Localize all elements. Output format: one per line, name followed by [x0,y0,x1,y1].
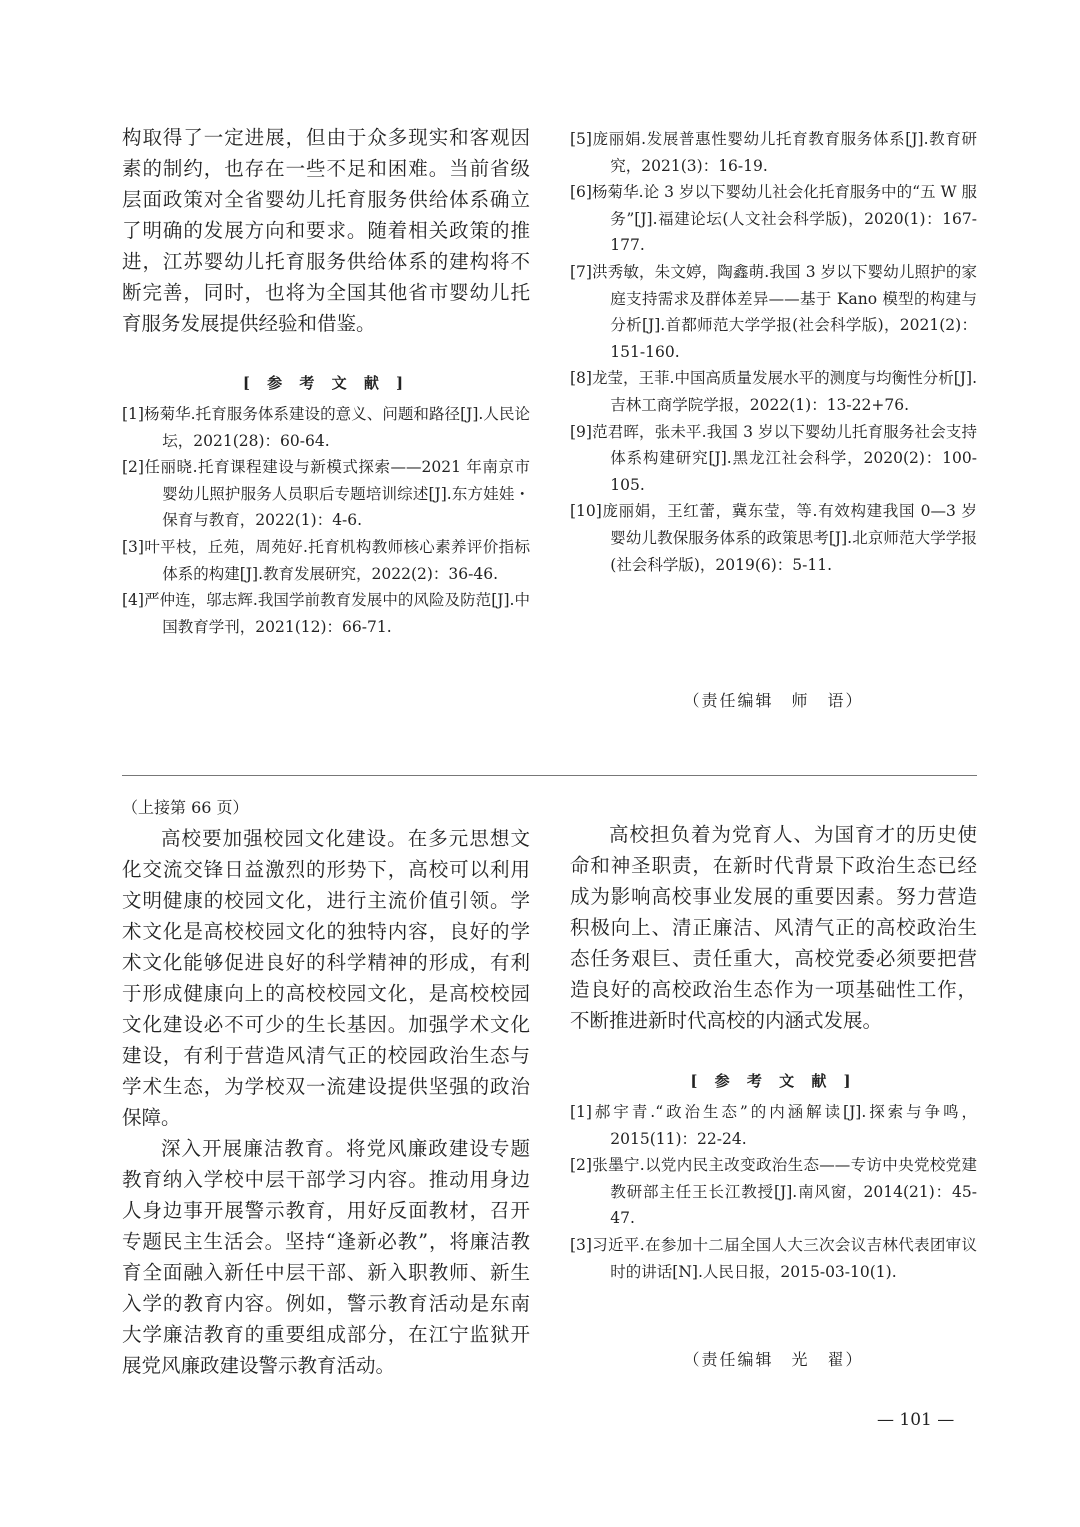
continued-note: （上接第 66 页） [122,798,249,817]
reference-item: [10]庞丽娟，王红蕾，冀东莹，等.有效构建我国 0—3 岁婴幼儿教保服务体系的政策思考[J].北京师范大学学报(社会科学版)，2019(6)：5-11. [570,502,977,574]
body-paragraph: 高校担负着为党育人、为国育才的历史使命和神圣职责，在新时代背景下政治生态已经成为影响高校事业发展的重要因素。努力营造积极向上、清正廉洁、风清气正的高校政治生态任务艰巨、责任重大，高校党委必须要把营造良好的高校政治生态作为一项基础性工作，不断推进新时代高校的内涵式发展。 [570,823,977,1032]
top-left-column [122,122,530,640]
reference-item: [3]习近平.在参加十二届全国人大三次会议吉林代表团审议时的讲话[N].人民日报，2015-03-10(1). [570,1235,977,1281]
reference-item: [2]任丽晓.托育课程建设与新模式探索——2021 年南京市婴幼儿照护服务人员职后专题培训综述[J].东方娃娃・保育与教育，2022(1)：4-6. [122,458,530,530]
editor-credit: （责任编辑 师 语） [683,691,864,710]
reference-item: [4]严仲连，邬志辉.我国学前教育发展中的风险及防范[J].中国教育学刊，2021(12)：66-71. [122,591,530,636]
reference-item: [8]龙莹，王菲.中国高质量发展水平的测度与均衡性分析[J].吉林工商学院学报，2022(1)：13-22+76. [570,369,977,414]
reference-item: [1]郝宇青.“政治生态”的内涵解读[J].探索与争鸣，2015(11)：22-24. [570,1103,977,1148]
references-heading: [ 参 考 文 献 ] [690,1072,857,1090]
reference-item: [6]杨菊华.论 3 岁以下婴幼儿社会化托育服务中的“五 W 服务”[J].福建论坛(人文社会科学版)，2020(1)：167-177. [570,183,977,255]
reference-item: [1]杨菊华.托育服务体系建设的意义、问题和路径[J].人民论坛，2021(28)：60-64. [122,405,530,450]
reference-item: [7]洪秀敏，朱文婷，陶鑫萌.我国 3 岁以下婴幼儿照护的家庭支持需求及群体差异——基于 Kano 模型的构建与分析[J].首都师范大学学报(社会科学版)，2021(2)：151-160. [570,262,977,361]
reference-item: [5]庞丽娟.发展普惠性婴幼儿托育教育服务体系[J].教育研究，2021(3)：16-19. [570,130,977,175]
top-right-column [570,126,977,578]
page-number: — 101 — [877,1410,955,1430]
section-divider [122,775,977,776]
body-paragraph: 深入开展廉洁教育。将党风廉政建设专题教育纳入学校中层干部学习内容。推动用身边人身边事开展警示教育，用好反面教材，召开专题民主生活会。坚持“逢新必教”，将廉洁教育全面融入新任中层干部、新入职教师、新生入学的教育内容。例如，警示教育活动是东南大学廉洁教育的重要组成部分，在江宁监狱开展党风廉政建设警示教育活动。 [122,1137,530,1377]
references-heading: [ 参 考 文 献 ] [242,374,410,392]
reference-item: [2]张墨宁.以党内民主改变政治生态——专访中央党校党建教研部主任王长江教授[J].南风窗，2014(21)：45-47. [570,1156,977,1228]
reference-item: [3]叶平枝，丘苑，周苑好.托育机构教师核心素养评价指标体系的构建[J].教育发展研究，2022(2)：36-46. [122,537,530,583]
body-paragraph: 构取得了一定进展，但由于众多现实和客观因素的制约，也存在一些不足和困难。当前省级层面政策对全省婴幼儿托育服务供给体系确立了明确的发展方向和要求。随着相关政策的推进，江苏婴幼儿托育服务供给体系的建构将不断完善，同时，也将为全国其他省市婴幼儿托育服务发展提供经验和借鉴。 [122,126,530,335]
editor-credit: （责任编辑 光 翟） [683,1350,864,1369]
reference-item: [9]范君晖，张未平.我国 3 岁以下婴幼儿托育服务社会支持体系构建研究[J].黑龙江社会科学，2020(2)：100-105. [570,422,977,494]
bottom-right-column [570,819,977,1285]
bottom-left-column [122,795,530,1381]
body-paragraph: 高校要加强校园文化建设。在多元思想文化交流交锋日益激烈的形势下，高校可以利用文明健康的校园文化，进行主流价值引领。学术文化是高校校园文化的独特内容，良好的学术文化能够促进良好的科学精神的形成，有利于形成健康向上的高校校园文化，是高校校园文化建设必不可少的生长基因。加强学术文化建设，有利于营造风清气正的校园政治生态与学术生态，为学校双一流建设提供坚强的政治保障。 [122,827,530,1129]
